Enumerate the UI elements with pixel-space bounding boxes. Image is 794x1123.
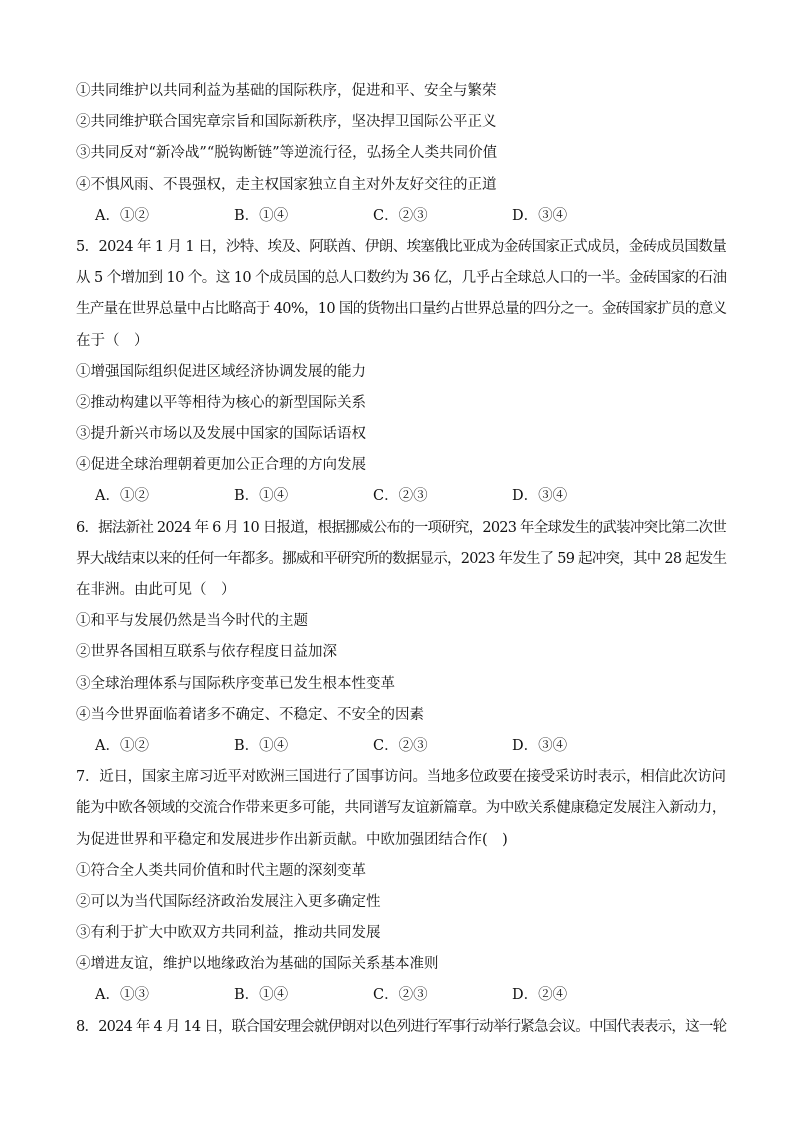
statement-item: ③共同反对“新冷战”“脱钩断链”等逆流行径，弘扬全人类共同价值	[76, 145, 498, 162]
question-6	[76, 517, 726, 767]
question-8	[76, 1016, 726, 1047]
option-d: D．②④	[512, 987, 568, 1004]
answer-options	[76, 205, 726, 236]
option-b: B．①④	[234, 207, 289, 224]
statement-item: ③全球治理体系与国际秩序变革已发生根本性变革	[76, 675, 395, 692]
statement-item: ②可以为当代国际经济政治发展注入更多确定性	[76, 893, 381, 910]
answer-options	[76, 735, 726, 766]
statement-item: ④当今世界面临着诸多不确定、不稳定、不安全的因素	[76, 706, 424, 723]
option-d: D．③④	[512, 207, 568, 224]
question-stem-line: 为促进世界和平稳定和发展进步作出新贡献。中欧加强团结合作( )	[76, 831, 508, 848]
option-a: A．①②	[95, 737, 149, 754]
statement-item: ④增进友谊，维护以地缘政治为基础的国际关系基本准则	[76, 956, 439, 973]
question-stem-line: 生产量在世界总量中占比略高于 40%，10 国的货物出口量约占世界总量的四分之一。金砖国家扩员的意义	[76, 301, 727, 318]
option-a: A．①③	[95, 987, 149, 1004]
statement-item: ③提升新兴市场以及发展中国家的国际话语权	[76, 426, 366, 443]
statement-item: ②世界各国相互联系与依存程度日益加深	[76, 644, 337, 661]
statement-item: ③有利于扩大中欧双方共同利益，推动共同发展	[76, 925, 381, 942]
question-stem-line: 7．近日，国家主席习近平对欧洲三国进行了国事访问。当地多位政要在接受采访时表示，相信此次访问	[76, 769, 726, 786]
option-c: C．②③	[373, 207, 428, 224]
question-stem-line: 6．据法新社 2024 年 6 月 10 日报道，根据挪威公布的一项研究，2023 年全球发生的武装冲突比第二次世	[76, 519, 726, 536]
question-stem-line: 从 5 个增加到 10 个。这 10 个成员国的总人口数约为 36 亿，几乎占全球总人口的一半。金砖国家的石油	[76, 270, 727, 287]
question-5	[76, 236, 726, 517]
option-c: C．②③	[373, 737, 428, 754]
statement-item: ①增强国际组织促进区域经济协调发展的能力	[76, 363, 366, 380]
page-content	[76, 80, 726, 1047]
option-d: D．③④	[512, 488, 568, 505]
option-b: B．①④	[234, 987, 289, 1004]
statement-item: ②推动构建以平等相待为核心的新型国际关系	[76, 394, 366, 411]
statement-item: ①和平与发展仍然是当今时代的主题	[76, 613, 308, 630]
option-b: B．①④	[234, 488, 289, 505]
question-7	[76, 766, 726, 1016]
statement-item: ④促进全球治理朝着更加公正合理的方向发展	[76, 457, 366, 474]
option-c: C．②③	[373, 488, 428, 505]
question-stem-line: 能为中欧各领域的交流合作带来更多可能，共同谱写友谊新篇章。为中欧关系健康稳定发展注入新动力，	[76, 800, 726, 817]
statement-item: ④不惧风雨、不畏强权，走主权国家独立自主对外友好交往的正道	[76, 176, 497, 193]
statement-item: ①符合全人类共同价值和时代主题的深刻变革	[76, 862, 366, 879]
option-c: C．②③	[373, 987, 428, 1004]
question-stem-line: 在非洲。由此可见（ ）	[76, 582, 236, 598]
question-stem-line: 5．2024 年 1 月 1 日，沙特、埃及、阿联酋、伊朗、埃塞俄比亚成为金砖国家正式成员，金砖成员国数量	[76, 238, 727, 255]
option-b: B．①④	[234, 737, 289, 754]
question-stem-line: 界大战结束以来的任何一年都多。挪威和平研究所的数据显示，2023 年发生了 59 起冲突，其中 28 起发生	[76, 550, 727, 567]
statement-item: ①共同维护以共同利益为基础的国际秩序，促进和平、安全与繁荣	[76, 83, 497, 99]
option-a: A．①②	[95, 207, 149, 224]
answer-options	[76, 485, 726, 516]
answer-options	[76, 984, 726, 1015]
statement-item: ②共同维护联合国宪章宗旨和国际新秩序，坚决捍卫国际公平正义	[76, 114, 497, 131]
option-d: D．③④	[512, 737, 568, 754]
question-stem-line: 在于（ ）	[76, 332, 149, 349]
question-4-remainder	[76, 80, 726, 236]
option-a: A．①②	[95, 488, 149, 505]
question-stem-line: 8．2024 年 4 月 14 日，联合国安理会就伊朗对以色列进行军事行动举行紧急会议。中国代表表示，这一轮	[76, 1018, 727, 1035]
